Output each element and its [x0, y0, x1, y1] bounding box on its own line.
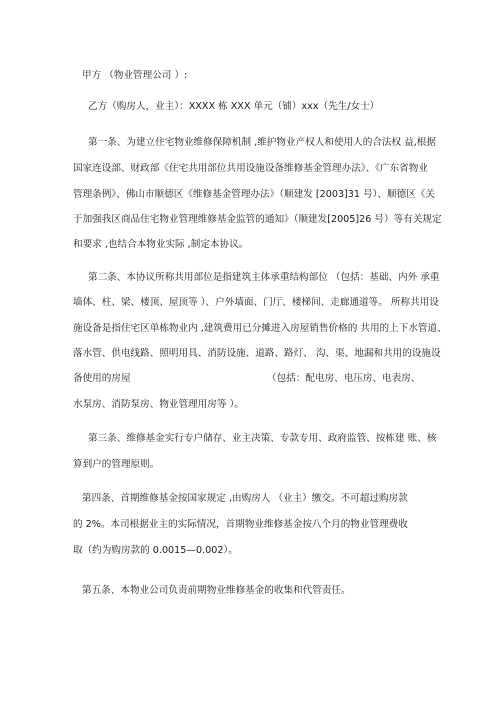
article-3-line-1: 第三条、维修基金实行专户储存、业主决策、专款专用、政府监管、按栋建 账、核	[88, 433, 437, 444]
article-1-line-2: 国家连设部、财政部《住宅共用部位共用设施设备维修基金管理办法》、《广东省物业	[73, 163, 428, 174]
article-2-line-6: 水泵房、消防泵房、物业管理用房等 ）。	[73, 399, 244, 410]
article-1-line-5: 和要求 ,也结合本物业实际 ,制定本协议。	[73, 239, 249, 250]
party-a-line: 甲方 （物业管理公司 ）:	[82, 70, 188, 81]
article-4-line-1: 第四条、首期维修基金按国家规定 ,由购房人 （业主）缴交。不可超过购房款	[82, 493, 408, 504]
article-4-line-2: 的 2%。本司根据业主的实际情况，首期物业维修基金按八个月的物业管理费收	[73, 519, 408, 530]
article-3-line-2: 算到户的管理原则。	[73, 459, 160, 470]
article-1-line-4: 于加强我区商品住宅物业管理维修基金监管的通知》（顺建发[2005]26 号）等有关规定	[73, 214, 442, 225]
party-b-line: 乙方（购房人，业主）：XXXX 栋 XXX 单元（铺）xxx（先生/女士）	[88, 101, 380, 112]
article-5-line-1: 第五条、本物业公司负责前期物业维修基金的收集和代管责任。	[82, 585, 351, 596]
article-2-line-5b: （包括：配电房、电压房、电表房、	[267, 373, 421, 384]
article-2-line-4: 落水管、供电线路、照明用具、消防设施、道路、路灯、 沟、渠、地漏和共用的设施设	[73, 348, 441, 359]
article-2-line-5a: 备使用的房屋	[73, 373, 131, 384]
article-4-line-3: 取（约为购房款的 0.0015—0.002）。	[73, 545, 238, 556]
article-2-line-1: 第二条、本协议所称共用部位是指建筑主体承重结构部位 （包括：基础、内外 承重	[88, 272, 440, 283]
article-2-line-2: 墙体、柱、梁、楼顶、屋顶等 ）、户外墙面、门厅、楼梯间、走廊通道等。 所称共用设	[73, 297, 439, 308]
article-1-line-1: 第一条、为建立住宅物业维修保障机制 ,维护物业产权人和使用人的合法权 益,根据	[88, 137, 436, 148]
article-2-line-3: 施设备是指住宅区单栋物业内 ,建筑费用已分摊进入房屋销售价格的 共用的上下水管道、	[73, 323, 447, 334]
article-1-line-3: 管理条例》、佛山市顺德区《维修基金管理办法》（顺建发 [2003]31 号）、顺德区《关	[73, 189, 435, 200]
